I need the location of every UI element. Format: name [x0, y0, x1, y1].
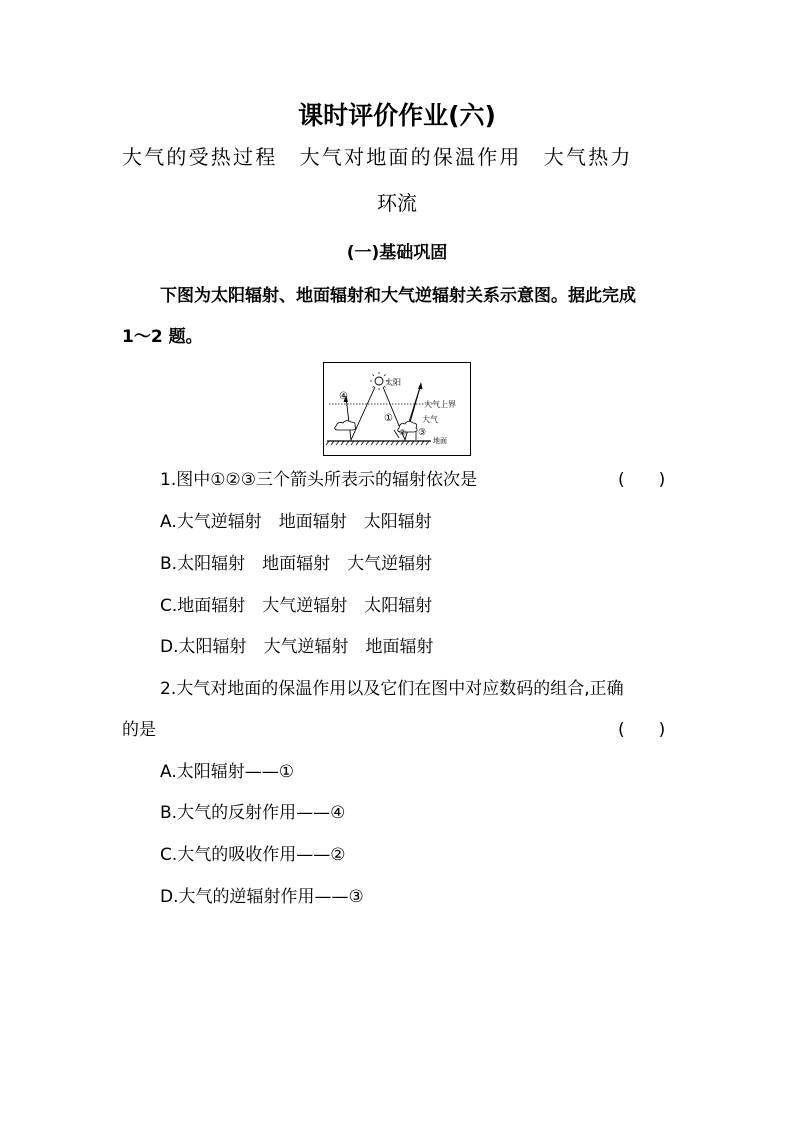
- marker-2: ②: [399, 428, 407, 437]
- question-1-option-b[interactable]: B.太阳辐射 地面辐射 大气逆辐射: [160, 554, 433, 574]
- question-2-option-a[interactable]: A.太阳辐射——①: [160, 762, 294, 782]
- marker-3: ③: [418, 428, 427, 438]
- marker-4: ④: [339, 391, 348, 402]
- question-1-answer-blank[interactable]: ( ): [618, 470, 666, 490]
- atmosphere-label: 大气: [422, 415, 438, 424]
- radiation-diagram: [323, 362, 471, 456]
- ground-label: 地面: [433, 437, 447, 445]
- question-1-stem: 1.图中①②③三个箭头所表示的辐射依次是: [160, 470, 477, 490]
- question-1-option-d[interactable]: D.太阳辐射 大气逆辐射 地面辐射: [160, 637, 434, 657]
- subtitle-line-2: 环流: [377, 191, 417, 215]
- sun-label: 太阳: [385, 378, 401, 387]
- question-2-option-b[interactable]: B.大气的反射作用——④: [160, 803, 346, 823]
- intro-line-2: 1～2 题。: [122, 327, 203, 347]
- section-heading: (一)基础巩固: [346, 243, 448, 263]
- question-2-option-d[interactable]: D.大气的逆辐射作用——③: [160, 887, 364, 907]
- subtitle-line-1: 大气的受热过程 大气对地面的保温作用 大气热力: [122, 145, 633, 169]
- question-2-answer-blank[interactable]: ( ): [618, 720, 666, 740]
- upper-boundary-label: 大气上界: [424, 400, 456, 409]
- page-title: 课时评价作业(六): [298, 101, 496, 130]
- question-2-stem-line-2: 的是: [122, 720, 156, 740]
- intro-line-1: 下图为太阳辐射、地面辐射和大气逆辐射关系示意图。据此完成: [160, 286, 636, 306]
- question-1-option-a[interactable]: A.大气逆辐射 地面辐射 太阳辐射: [160, 512, 432, 532]
- question-2-stem-line-1: 2.大气对地面的保温作用以及它们在图中对应数码的组合,正确: [160, 679, 624, 699]
- question-2-option-c[interactable]: C.大气的吸收作用——②: [160, 845, 346, 865]
- question-1-option-c[interactable]: C.地面辐射 大气逆辐射 太阳辐射: [160, 596, 433, 616]
- marker-1: ①: [384, 413, 393, 424]
